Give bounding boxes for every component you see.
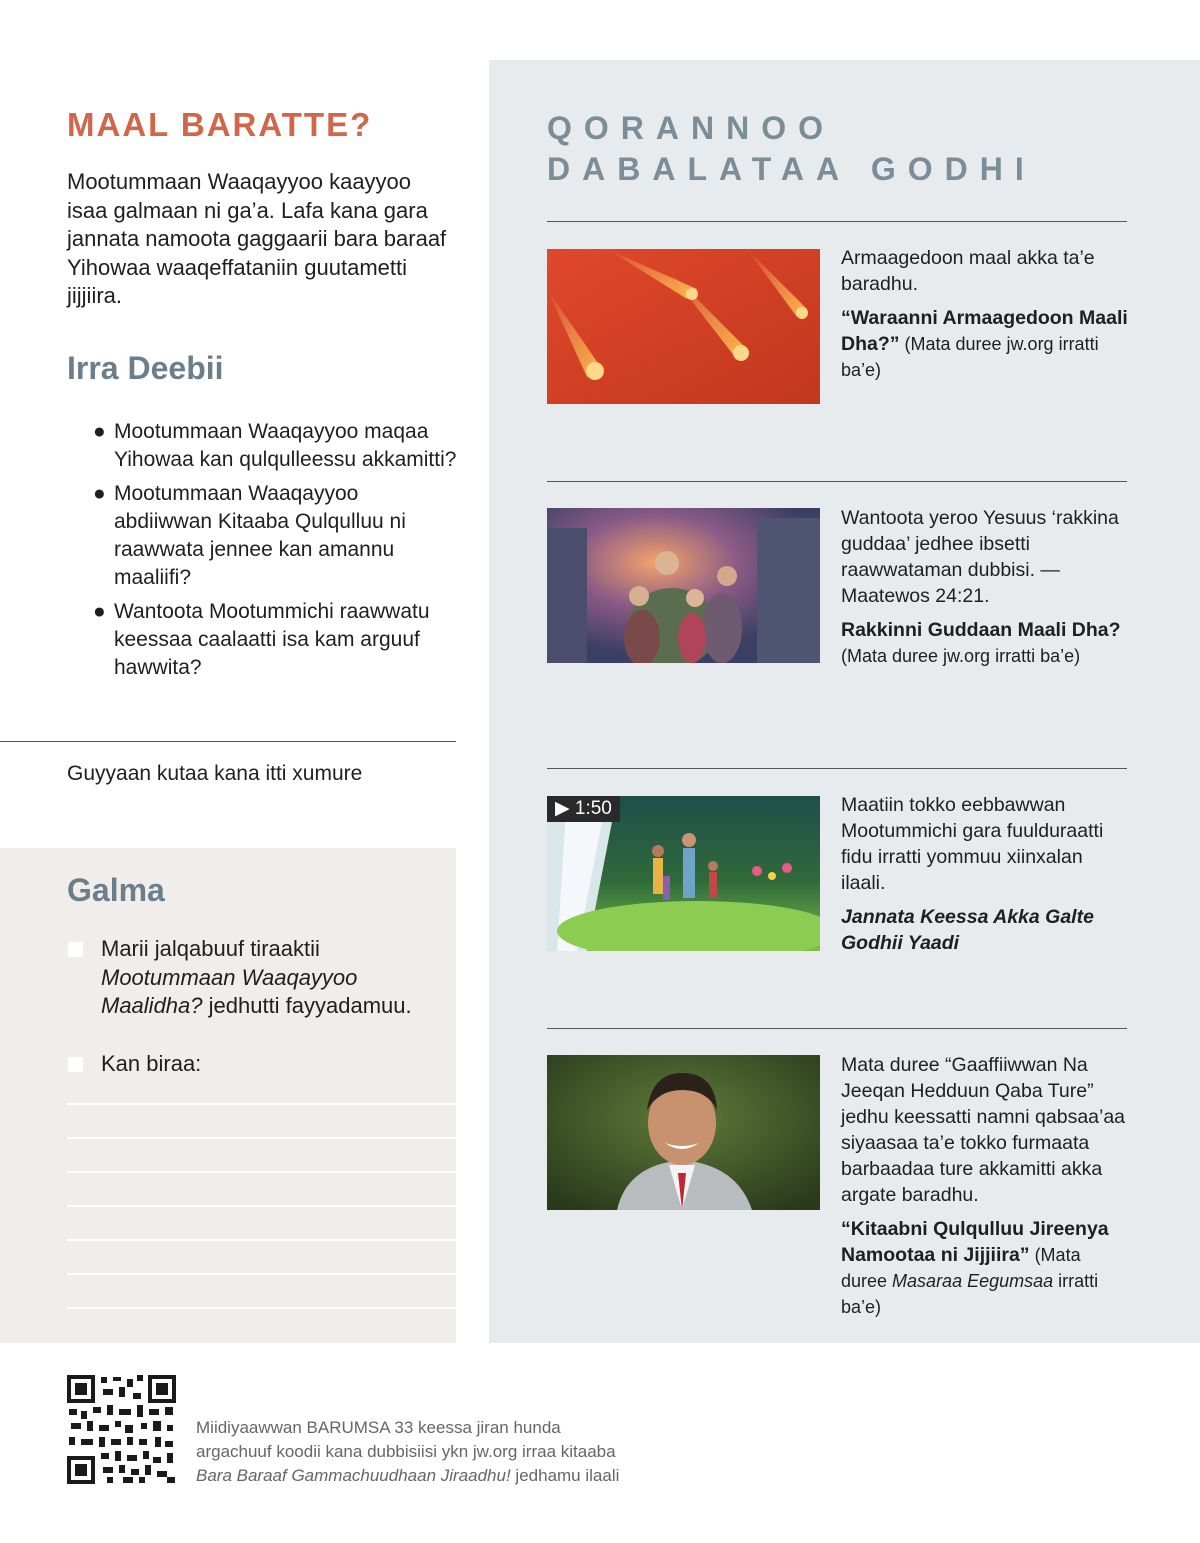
study-item-armageddon <box>841 245 1129 383</box>
write-line[interactable] <box>67 1307 456 1309</box>
divider <box>0 741 456 742</box>
further-study-heading: QORANNOO DABALATAA GODHI <box>547 110 1036 187</box>
video-duration-badge[interactable]: ▶ 1:50 <box>547 796 620 822</box>
goal-heading: Galma <box>67 872 165 908</box>
study-item-video <box>841 792 1129 956</box>
study-item-tribulation <box>841 505 1129 669</box>
write-line[interactable] <box>67 1273 456 1275</box>
goal-checkbox-2[interactable] <box>68 1057 83 1072</box>
list-item <box>93 418 458 474</box>
bullet-icon: ● <box>93 482 106 505</box>
video-title[interactable]: Jannata Keessa Akka Galte Godhii Yaadi <box>841 906 1094 954</box>
question-text: Wantoota Mootummichi raawwatu keessaa caalaatti isa kam arguuf hawwita? <box>114 600 430 679</box>
footer-note: Miidiyaawwan BARUMSA 33 keessa jiran hunda argachuuf koodii kana dubbisiisi ykn jw.org irraa kitaaba Bara Baraaf Gammachuudhaan Jiraadhu! jedhamu ilaali <box>196 1418 620 1485</box>
question-text: Mootummaan Waaqayyoo abdiiwwan Kitaaba Qulqulluu ni raawwata jennee kan amannu maaliifi? <box>114 482 406 589</box>
man-portrait-image[interactable] <box>547 1055 820 1210</box>
review-heading: Irra Deebii <box>67 350 224 386</box>
list-item <box>93 480 458 592</box>
study-item-bible-changes-lives <box>841 1052 1129 1320</box>
intro-paragraph: Mootummaan Waaqayyoo kaayyoo isaa galmaan ni ga’a. Lafa kana gara jannata namoota gaggaarii bara baraaf Yihowaa waaqeffataniin guutametti jijjiira. <box>67 169 447 308</box>
question-text: Mootummaan Waaqayyoo maqaa Yihowaa kan qulqulleessu akkamitti? <box>114 420 457 471</box>
completion-date-label: Guyyaan kutaa kana itti xumure <box>67 762 363 785</box>
write-line[interactable] <box>67 1239 456 1241</box>
study-description: Armaagedoon maal akka ta’e baradhu. <box>841 247 1095 295</box>
bullet-icon: ● <box>93 600 106 623</box>
divider <box>547 1028 1127 1029</box>
study-reference[interactable]: “Kitaabni Qulqulluu Jireenya Namootaa ni Jijjiira” (Mata duree Masaraa Eegumsaa irratti ba’e) <box>841 1218 1109 1317</box>
book-title: Bara Baraaf Gammachuudhaan Jiraadhu! <box>196 1466 511 1485</box>
great-tribulation-image[interactable] <box>547 508 820 663</box>
divider <box>547 481 1127 482</box>
study-description: Maatiin tokko eebbawwan Mootummichi gara fuulduraatti fidu irratti yommuu xiinxalan ilaali. <box>841 794 1104 894</box>
goal-item-2: Kan biraa: <box>101 1051 202 1076</box>
qr-code-icon[interactable] <box>67 1375 176 1484</box>
study-description: Mata duree “Gaaffiiwwan Na Jeeqan Hedduun Qaba Ture” jedhu keessatti namni qabsaa’aa siyaasaa ta’e tokko furmaata barbaadaa ture akkamitti akka argate baradhu. <box>841 1054 1126 1206</box>
review-questions <box>93 418 458 688</box>
bullet-icon: ● <box>93 420 106 443</box>
write-line[interactable] <box>67 1103 456 1105</box>
write-line[interactable] <box>67 1205 456 1207</box>
study-reference[interactable]: Rakkinni Guddaan Maali Dha? (Mata duree jw.org irratti ba’e) <box>841 619 1121 666</box>
study-reference[interactable]: “Waraanni Armaagedoon Maali Dha?” (Mata duree jw.org irratti ba’e) <box>841 307 1128 380</box>
goal-box <box>0 848 456 1343</box>
divider <box>547 768 1127 769</box>
meteors-image[interactable] <box>547 249 820 404</box>
section-title: MAAL BARATTE? <box>67 106 373 143</box>
goal-checkbox-1[interactable] <box>68 942 83 957</box>
write-line[interactable] <box>67 1137 456 1139</box>
list-item <box>93 598 458 682</box>
tract-title: Mootummaan Waaqayyoo Maalidha? <box>101 964 358 1018</box>
goal-item-1: Marii jalqabuuf tiraaktii Mootummaan Waaqayyoo Maalidha? jedhutti fayyadamuu. <box>101 936 412 1018</box>
study-description: Wantoota yeroo Yesuus ‘rakkina guddaa’ jedhee ibsetti raawwataman dubbisi. —Maatewos 24:21. <box>841 507 1119 607</box>
write-line[interactable] <box>67 1171 456 1173</box>
divider <box>547 221 1127 222</box>
